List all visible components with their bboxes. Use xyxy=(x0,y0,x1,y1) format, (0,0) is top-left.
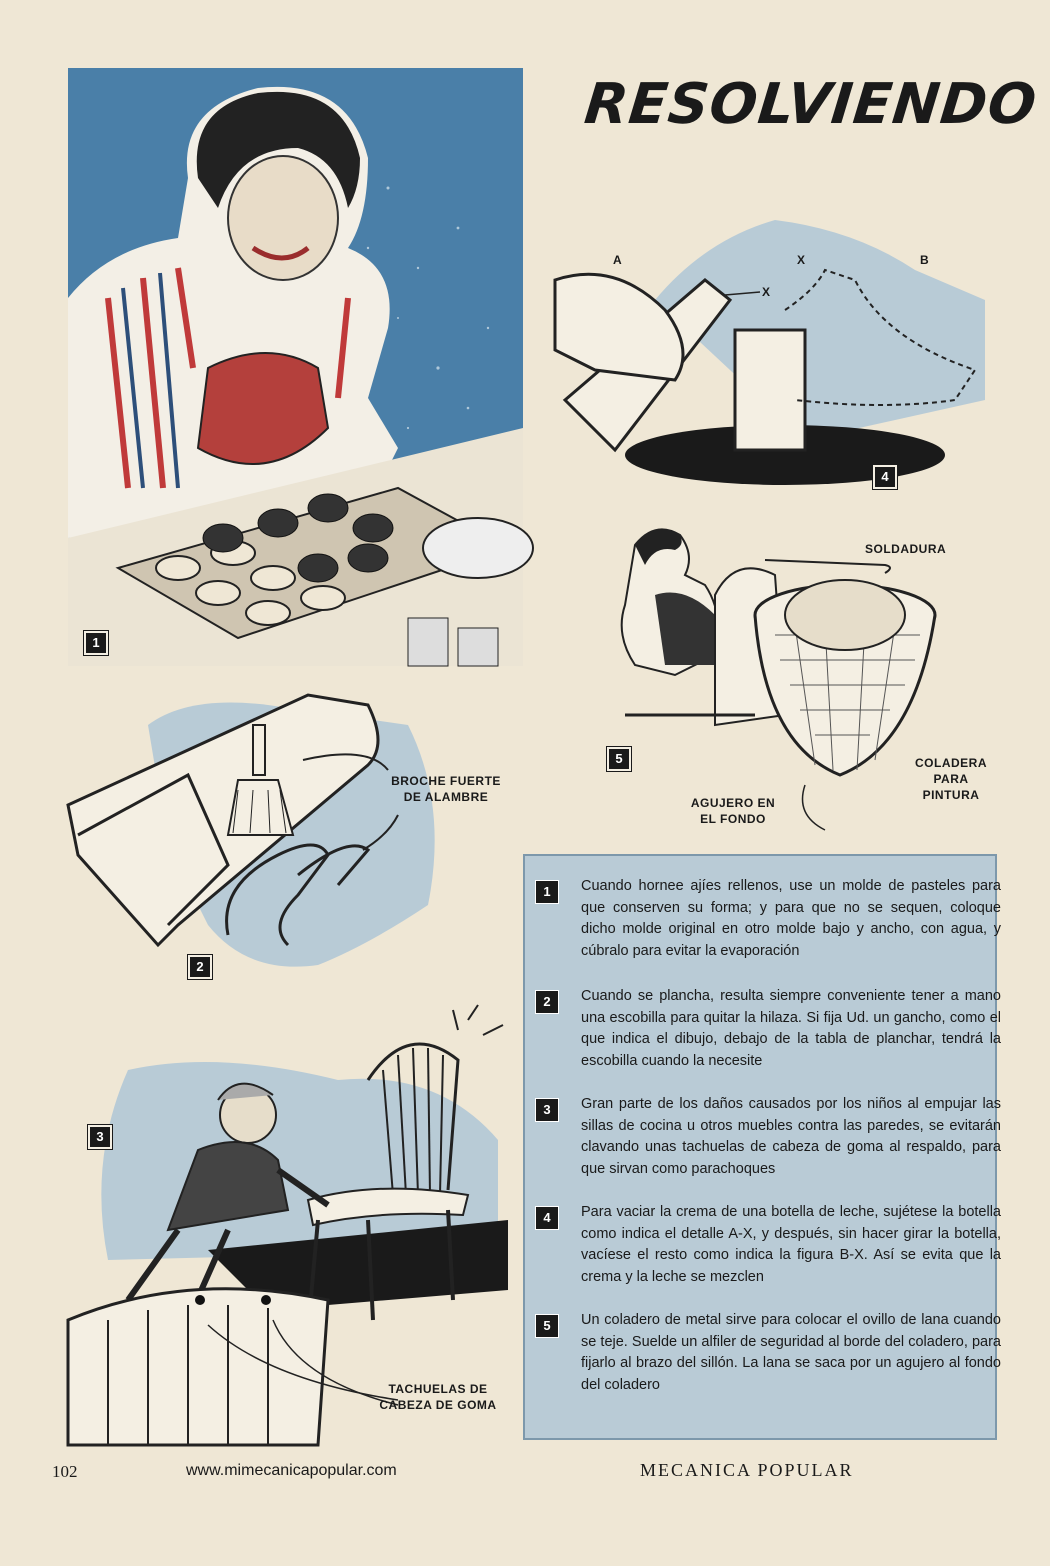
tips-text-box xyxy=(523,854,1001,1440)
tip-text-5: Un coladero de metal sirve para colocar el ovillo de lana cuando se teje. Suelde un alfiler de seguridad al borde del coladero, para fijarlo al brazo del sillón. La lana se saca por un agujero al fondo del coladero xyxy=(581,1312,1001,1393)
figure-3-label: TACHUELAS DE CABEZA DE GOMA xyxy=(379,1382,497,1412)
figure-3-illustration xyxy=(68,1000,508,1445)
figure-2-illustration xyxy=(68,685,508,985)
website-link[interactable]: www.mimecanicapopular.com xyxy=(186,1462,397,1479)
figure-5-illustration xyxy=(575,515,995,835)
figure-4-illustration xyxy=(555,200,995,490)
magazine-name: MECANICA POPULAR xyxy=(640,1460,854,1480)
figure-4-label-b: B xyxy=(920,253,930,267)
figure-5-number: 5 xyxy=(607,747,631,771)
figure-4-label-x1: X xyxy=(762,285,771,299)
page-title: RESOLVIENDO xyxy=(581,72,1041,137)
figure-3-drawing xyxy=(68,1000,508,1445)
figure-4-label-a: A xyxy=(613,253,623,267)
figure-4-label-x2: X xyxy=(797,253,806,267)
figure-2-drawing xyxy=(68,685,508,985)
figure-1-number: 1 xyxy=(84,631,108,655)
figure-1-illustration xyxy=(68,68,523,666)
figure-3-number: 3 xyxy=(88,1125,112,1149)
tip-number-4: 4 xyxy=(535,1206,559,1230)
figure-2-label: BROCHE FUERTE DE ALAMBRE xyxy=(391,774,501,804)
tip-text-2: Cuando se plancha, resulta siempre conveniente tener a mano una escobilla para quitar la hilaza. Si fija Ud. un gancho, como el que indica el dibujo, debajo de la tabla de planchar, tendrá la escobilla cuando la necesite xyxy=(581,988,1001,1069)
tip-number-5: 5 xyxy=(535,1314,559,1338)
tip-number-2: 2 xyxy=(535,990,559,1014)
tip-number-1: 1 xyxy=(535,880,559,904)
page-number: 102 xyxy=(52,1462,78,1481)
figure-5-label-soldadura: SOLDADURA xyxy=(865,542,947,556)
figure-1-drawing xyxy=(68,68,523,666)
figure-5-label-coladera: COLADERA PARA PINTURA xyxy=(915,756,987,802)
tip-text-4: Para vaciar la crema de una botella de leche, sujétese la botella como indica el detalle A-X, y después, sin hacer girar la botella, vacíese el resto como indica la figura B-X. Así se evita que la crema y la leche se mezclen xyxy=(581,1204,1001,1285)
tip-number-3: 3 xyxy=(535,1098,559,1122)
figure-2-number: 2 xyxy=(188,955,212,979)
figure-5-label-agujero: AGUJERO EN EL FONDO xyxy=(690,796,776,826)
figure-4-drawing xyxy=(555,200,995,490)
tip-text-3: Gran parte de los daños causados por los niños al empujar las sillas de cocina u otros muebles contra las paredes, se evitarán clavando unas tachuelas de cabeza de goma al respaldo, para que sirvan como parachoques xyxy=(581,1096,1001,1177)
tip-text-1: Cuando hornee ajíes rellenos, use un molde de pasteles para que conserven su forma; y para que no se sequen, coloque dicho molde original en otro molde bajo y ancho, con agua, y cúbralo para evitar la evaporación xyxy=(581,878,1001,959)
figure-4-number: 4 xyxy=(873,465,897,489)
